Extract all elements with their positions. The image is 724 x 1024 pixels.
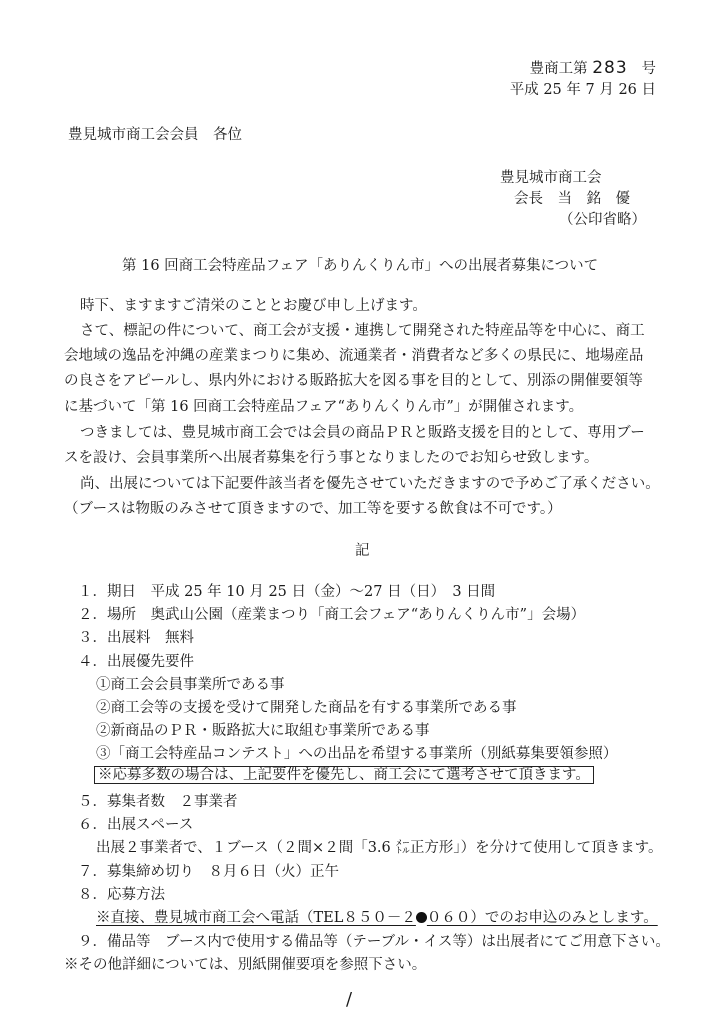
- item-fee: ３．出展料 無料: [78, 630, 194, 646]
- item-space: ６．出展スペース: [78, 817, 194, 833]
- requirement-1: ①商工会会員事業所である事: [96, 677, 285, 693]
- item-method: ８．応募方法: [78, 887, 165, 903]
- body-line: 時下、ますますご清栄のこととお慶び申し上げます。: [80, 298, 427, 314]
- requirement-2b: ②新商品のＰＲ・販路拡大に取組む事業所である事: [96, 723, 430, 739]
- body-line: （ブースは物販のみさせて頂きますので、加工等を要する飲食は不可です。）: [64, 501, 562, 517]
- selection-note: [94, 765, 594, 785]
- document-number: [530, 58, 656, 79]
- document-number-prefix: 豊商工第: [529, 61, 588, 77]
- requirement-2: ②商工会等の支援を受けて開発した商品を有する事業所である事: [96, 700, 517, 716]
- body-line: 尚、出展については下記要件該当者を優先させていただきますので予めご了承ください。: [80, 476, 660, 492]
- requirement-3: ③「商工会特産品コンテスト」への出品を希望する事業所（別紙募集要領参照）: [96, 746, 618, 762]
- body-line: さて、標記の件について、商工会が支援・連携して開発された特産品等を中心に、商工: [80, 323, 645, 339]
- body-line: スを設け、会員事業所へ出展者募集を行う事となりましたのでお知らせ致します。: [64, 450, 599, 466]
- method-detail-a: ※直接、豊見城市商工会へ電話（TEL８５０－２: [96, 910, 416, 926]
- method-detail-b: ０６０）でのお申込のみとします。: [426, 910, 658, 926]
- sender-org: 豊見城市商工会: [500, 170, 602, 186]
- seal-note: （公印省略）: [559, 212, 646, 228]
- redaction-blot: [416, 912, 427, 923]
- body-line: に基づいて「第 16 回商工会特産品フェア“ありんくりん市”」が開催されます。: [64, 399, 584, 415]
- item-requirements: ４．出展優先要件: [78, 654, 194, 670]
- item-recruit-count: ５．募集者数 ２事業者: [78, 794, 238, 810]
- item-date: １．期日 平成 25 年 10 月 25 日（金）～27 日（日） 3 日間: [78, 584, 496, 600]
- ki-heading: 記: [355, 543, 370, 559]
- item-deadline: ７．募集締め切り ８月６日（火）正午: [78, 864, 339, 880]
- other-note: ※その他詳細については、別紙開催要項を参照下さい。: [64, 957, 427, 973]
- body-line: の良さをアピールし、県内外における販路拡大を図る事を目的として、別添の開催要領等: [64, 373, 643, 389]
- item-equipment: ９．備品等 ブース内で使用する備品等（テーブル・イス等）は出展者にてご用意下さい。: [78, 934, 670, 950]
- space-detail: 出展２事業者で、１ブース（２間×２間「3.6 ㍍正方形」）を分けて使用して頂きます。: [96, 840, 663, 856]
- sender-person: 会長 当 銘 優: [514, 191, 630, 207]
- method-detail: [96, 908, 658, 928]
- subject-title: 第 16 回商工会特産品フェア「ありんくりん市」への出展者募集について: [122, 258, 599, 274]
- recipient: 豊見城市商工会会員 各位: [68, 127, 242, 143]
- body-line: 会地域の逸品を沖縄の産業まつりに集め、流通業者・消費者など多くの県民に、地場産品: [64, 348, 644, 364]
- item-place: ２．場所 奥武山公園（産業まつり「商工会フェア“ありんくりん市”」会場）: [78, 607, 586, 623]
- document-number-value: 283: [592, 58, 628, 78]
- document-date: 平成 25 年 7 月 26 日: [509, 82, 656, 98]
- body-line: つきましては、豊見城市商工会では会員の商品ＰＲと販路支援を目的として、専用ブー: [80, 425, 645, 441]
- selection-note-box: ※応募多数の場合は、上記要件を優先し、商工会にて選考させて頂きます。: [94, 766, 594, 784]
- page-mark: /: [346, 989, 353, 1010]
- document-number-suffix: 号: [641, 61, 656, 77]
